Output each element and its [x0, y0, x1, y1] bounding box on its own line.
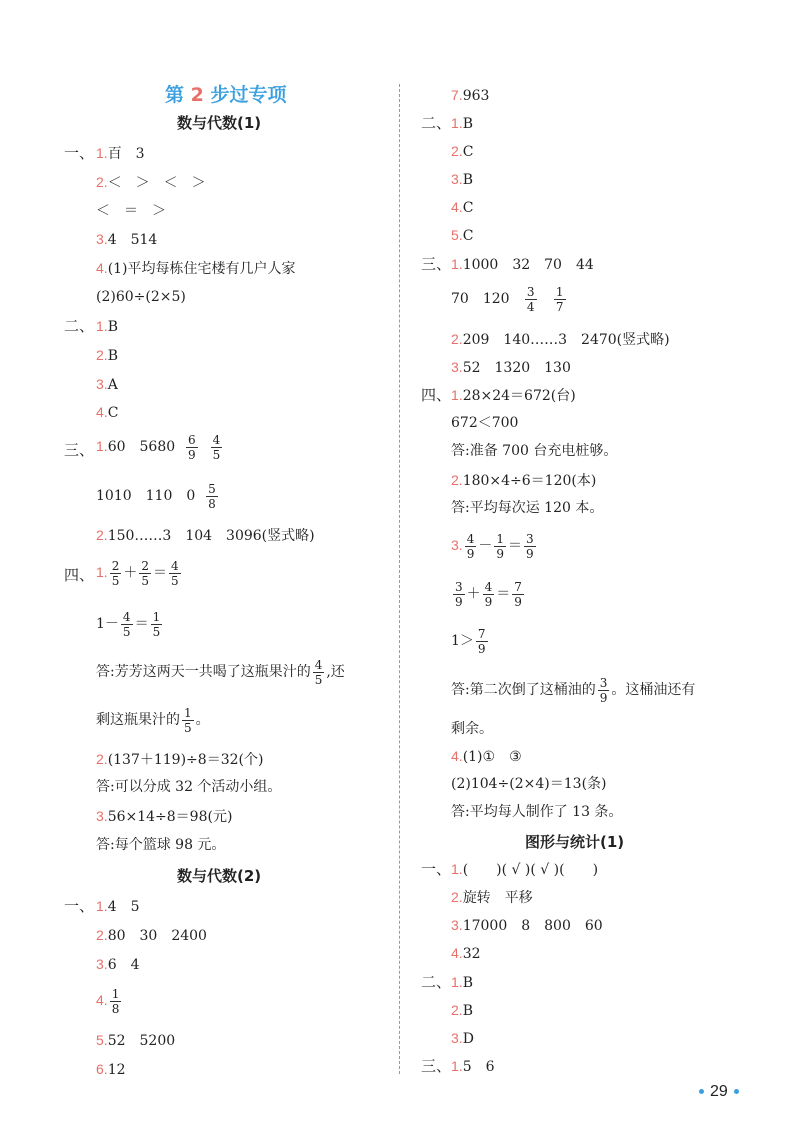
- answer-line: 2.B: [451, 1002, 473, 1019]
- answer-text: 答:准备 700 台充电桩够。: [451, 443, 618, 459]
- answer-text: 答:平均每次运 120 本。: [451, 500, 604, 516]
- fraction: $\frac{5}{8}$: [208, 481, 216, 511]
- answer-line: 1.1000 32 70 44: [451, 256, 594, 273]
- fraction: $\frac{2}{5}$: [141, 558, 149, 588]
- section-label: 二、: [421, 114, 452, 132]
- answer-line: ＜ ＝ ＞: [96, 203, 166, 219]
- answer-line: (2)104÷(2×4)＝13(条): [451, 776, 607, 792]
- equation-line: 3. $\frac{4}{9}$ － $\frac{1}{9}$ ＝ $\frac{3}{9}$: [451, 531, 534, 561]
- fraction: $\frac{4}{5}$: [314, 657, 323, 687]
- answer-line: 4. $\frac{1}{8}$: [96, 986, 120, 1016]
- answer-line: 3.56×14÷8＝98(元): [96, 808, 233, 825]
- answer-line: 7.963: [451, 87, 490, 104]
- equation-line: 1－ $\frac{4}{5}$ ＝ $\frac{1}{5}$: [96, 609, 161, 639]
- answer-text: 答:可以分成 32 个活动小组。: [96, 779, 282, 795]
- answer-line: 2.80 30 2400: [96, 927, 207, 944]
- fraction: $\frac{4}{5}$: [212, 432, 221, 462]
- section-heading: 数与代数(1): [177, 114, 262, 132]
- fraction: $\frac{4}{5}$: [170, 558, 179, 588]
- answer-line: 3.B: [451, 171, 473, 188]
- answer-line: 1010 110 0 $\frac{5}{8}$: [96, 481, 216, 511]
- fraction: $\frac{1}{8}$: [111, 986, 120, 1016]
- answer-line: 1.5 6: [451, 1058, 495, 1075]
- equation-line: $\frac{3}{9}$ ＋ $\frac{4}{9}$ ＝ $\frac{7}{9}$: [455, 579, 522, 609]
- section-heading: 数与代数(2): [177, 867, 262, 885]
- page-title: 第 2 步过专项: [165, 84, 287, 106]
- bullet-dot-icon: [699, 1089, 704, 1094]
- answer-line: 1.4 5: [96, 898, 140, 915]
- answer-line: 3.A: [96, 376, 118, 393]
- answer-text: 剩余。: [451, 721, 493, 737]
- answer-line: 4.C: [451, 199, 474, 216]
- section-heading: 图形与统计(1): [525, 833, 625, 851]
- answer-line: 3.D: [451, 1030, 474, 1047]
- answer-line: 2.＜ ＞ ＜ ＞: [96, 174, 206, 191]
- section-label: 三、: [421, 1057, 452, 1075]
- equation-line: 1＞ $\frac{7}{9}$: [451, 626, 486, 656]
- section-label: 一、: [421, 860, 452, 878]
- answer-line: 3.4 514: [96, 231, 158, 248]
- fraction: $\frac{2}{5}$: [111, 558, 120, 588]
- answer-line: 4.(1)平均每栋住宅楼有几户人家: [96, 260, 296, 277]
- fraction: $\frac{3}{9}$: [599, 675, 608, 705]
- answer-line: 5.52 5200: [96, 1032, 176, 1049]
- fraction: $\frac{6}{9}$: [188, 432, 196, 462]
- fraction: $\frac{7}{9}$: [477, 626, 486, 656]
- answer-line: 1.28×24＝672(台): [451, 387, 576, 404]
- answer-line: 1.百 3: [96, 145, 145, 162]
- answer-line: 3.6 4: [96, 956, 140, 973]
- fraction: $\frac{4}{5}$: [122, 609, 131, 639]
- fraction: $\frac{1}{5}$: [152, 609, 161, 639]
- answer-line: 4.(1)① ③: [451, 748, 522, 765]
- answer-line: 5.C: [451, 227, 474, 244]
- answer-line: 2.旋转 平移: [451, 889, 533, 906]
- answer-line: 672＜700: [451, 415, 519, 431]
- answer-line: 1.60 5680 $\frac{6}{9}$ $\frac{4}{5}$: [96, 432, 221, 462]
- answer-line: 4.32: [451, 945, 481, 962]
- fraction: $\frac{4}{9}$: [466, 531, 475, 561]
- answer-line: 1.B: [96, 318, 118, 335]
- fraction: $\frac{1}{9}$: [496, 531, 504, 561]
- answer-line: 1.B: [451, 974, 473, 991]
- fraction: $\frac{3}{9}$: [455, 579, 463, 609]
- answer-line: (2)60÷(2×5): [96, 289, 186, 305]
- section-label: 三、: [64, 441, 95, 459]
- fraction: $\frac{7}{9}$: [514, 579, 522, 609]
- answer-text: 答:每个篮球 98 元。: [96, 837, 226, 853]
- answer-line: 2.150……3 104 3096(竖式略): [96, 527, 315, 544]
- answer-line: 2.209 140……3 2470(竖式略): [451, 331, 670, 348]
- equation-line: 1. $\frac{2}{5}$ ＋ $\frac{2}{5}$ ＝ $\frac{4}{5}$: [96, 558, 179, 588]
- section-label: 二、: [64, 317, 95, 335]
- answer-line: 3.52 1320 130: [451, 359, 571, 376]
- answer-line: 2.C: [451, 143, 474, 160]
- section-label: 三、: [421, 255, 452, 273]
- page-number: 29: [693, 1083, 745, 1101]
- section-label: 一、: [64, 144, 95, 162]
- column-divider: [399, 84, 400, 1074]
- answer-text: 答:第二次倒了这桶油的 $\frac{3}{9}$ 。这桶油还有: [451, 675, 696, 705]
- fraction: $\frac{4}{9}$: [484, 579, 493, 609]
- section-label: 二、: [421, 973, 452, 991]
- answer-line: 70 120 $\frac{3}{4}$ $\frac{1}{7}$: [451, 284, 564, 314]
- answer-line: 6.12: [96, 1061, 126, 1078]
- fraction: $\frac{1}{5}$: [184, 705, 192, 735]
- answer-text: 答:平均每人制作了 13 条。: [451, 804, 623, 820]
- answer-line: 3.17000 8 800 60: [451, 917, 603, 934]
- answer-line: 1.( )( √ )( √ )( ): [451, 861, 599, 878]
- section-label: 四、: [421, 386, 452, 404]
- answer-text: 答:芳芳这两天一共喝了这瓶果汁的 $\frac{4}{5}$ ,还: [96, 657, 345, 687]
- section-label: 一、: [64, 897, 95, 915]
- answer-line: 4.C: [96, 404, 119, 421]
- bullet-dot-icon: [734, 1089, 739, 1094]
- answer-line: 2.(137＋119)÷8＝32(个): [96, 751, 264, 768]
- answer-text: 剩这瓶果汁的 $\frac{1}{5}$ 。: [96, 705, 210, 735]
- answer-line: 2.180×4÷6＝120(本): [451, 472, 597, 489]
- fraction: $\frac{1}{7}$: [555, 284, 564, 314]
- answer-line: 1.B: [451, 115, 473, 132]
- answer-line: 2.B: [96, 347, 118, 364]
- section-label: 四、: [64, 566, 95, 584]
- fraction: $\frac{3}{9}$: [525, 531, 534, 561]
- fraction: $\frac{3}{4}$: [526, 284, 535, 314]
